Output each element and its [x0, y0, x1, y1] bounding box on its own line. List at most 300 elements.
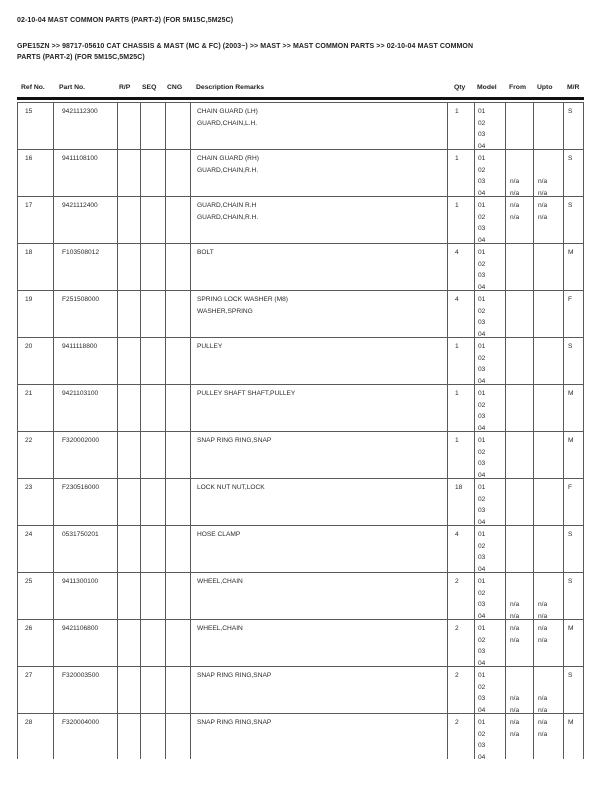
- rp-cell: [118, 197, 141, 243]
- cell-line: [538, 341, 563, 353]
- cell-line: [538, 752, 563, 759]
- description-cell: [191, 150, 448, 196]
- upto-cell: [534, 667, 564, 713]
- upto-cell: [534, 103, 564, 149]
- cell-line: [510, 517, 533, 525]
- cell-line: [538, 517, 563, 525]
- mr-cell: F: [568, 484, 573, 491]
- mr-cell: S: [568, 343, 573, 350]
- seq-cell: [141, 432, 166, 478]
- from-cell: [506, 714, 534, 759]
- qty-cell: 4: [448, 244, 475, 290]
- description-cell: [191, 620, 448, 666]
- qty-cell: 2: [448, 667, 475, 713]
- cell-line: 04: [478, 142, 486, 149]
- cng-cell: [166, 432, 191, 478]
- mr-cell: M: [568, 719, 574, 726]
- cell-line: n/a: [510, 178, 520, 186]
- cell-line: [538, 317, 563, 329]
- cng-cell: [166, 291, 191, 337]
- cell-line: 02: [478, 307, 486, 315]
- cell-line: SNAP RING RING,SNAP: [197, 719, 272, 726]
- from-cell: [506, 150, 534, 196]
- cell-line: 04: [478, 565, 486, 572]
- cell-line: [510, 118, 533, 130]
- cell-line: 01: [478, 531, 486, 538]
- cell-line: [510, 306, 533, 318]
- description-cell: [191, 714, 448, 759]
- cell-line: [510, 259, 533, 271]
- cell-line: 04: [478, 471, 486, 478]
- cell-line: [510, 341, 533, 353]
- qty-cell: 1: [448, 432, 475, 478]
- rp-cell: [118, 714, 141, 759]
- cell-line: [510, 541, 533, 553]
- cell-line: 01: [478, 578, 486, 585]
- cell-line: BOLT: [197, 249, 214, 256]
- parts-table: [17, 83, 584, 759]
- table-row: [18, 291, 583, 338]
- cell-line: n/a: [510, 612, 520, 619]
- description-cell: [191, 526, 448, 572]
- breadcrumb-line-1: GPE15ZN >> 98717-05610 CAT CHASSIS & MAST (MC & FC) (2003~) >> MAST >> MAST COMMON PARTS >> 02-10-04 MAST COMMON: [17, 43, 474, 50]
- cell-line: [510, 658, 533, 666]
- cell-line: 02: [478, 636, 486, 644]
- qty-cell: 1: [448, 197, 475, 243]
- cell-line: 03: [478, 413, 486, 421]
- cell-line: n/a: [538, 601, 548, 609]
- from-cell: [506, 479, 534, 525]
- from-cell: [506, 667, 534, 713]
- cell-line: [510, 165, 533, 177]
- cell-line: [510, 400, 533, 412]
- cell-line: [510, 447, 533, 459]
- cell-line: n/a: [538, 213, 548, 221]
- qty-cell: 1: [448, 338, 475, 384]
- cell-line: [538, 682, 563, 694]
- cng-cell: [166, 526, 191, 572]
- cell-line: n/a: [538, 612, 548, 619]
- cell-line: 03: [478, 460, 486, 468]
- cell-line: [510, 270, 533, 282]
- cng-cell: [166, 197, 191, 243]
- description-cell: [191, 291, 448, 337]
- table-row: [18, 103, 583, 150]
- cell-line: [538, 364, 563, 376]
- cell-line: n/a: [538, 719, 548, 726]
- cell-line: [510, 564, 533, 572]
- cell-line: [538, 740, 563, 752]
- cell-line: [538, 376, 563, 384]
- cell-line: SNAP RING RING,SNAP: [197, 672, 272, 679]
- cell-line: n/a: [538, 636, 548, 644]
- col-header-ref-no: Ref No.: [21, 84, 45, 91]
- description-cell: [191, 244, 448, 290]
- seq-cell: [141, 573, 166, 619]
- cell-line: [510, 529, 533, 541]
- cng-cell: [166, 150, 191, 196]
- table-row: [18, 197, 583, 244]
- cell-line: 02: [478, 730, 486, 738]
- cell-line: [510, 106, 533, 118]
- upto-cell: [534, 432, 564, 478]
- cell-line: 03: [478, 648, 486, 656]
- part-no-cell: 9411108100: [54, 150, 118, 196]
- cell-line: 04: [478, 659, 486, 666]
- table-row: [18, 667, 583, 714]
- cell-line: [510, 294, 533, 306]
- cell-line: [510, 482, 533, 494]
- upto-cell: [534, 620, 564, 666]
- cell-line: 04: [478, 612, 486, 619]
- cell-line: [510, 388, 533, 400]
- cell-line: [510, 435, 533, 447]
- cell-line: 01: [478, 343, 486, 350]
- model-cell: [475, 432, 506, 478]
- mr-cell: S: [568, 672, 573, 679]
- cell-line: [510, 752, 533, 759]
- cell-line: n/a: [538, 178, 548, 186]
- qty-cell: 1: [448, 150, 475, 196]
- cell-line: WASHER,SPRING: [197, 307, 253, 315]
- cell-line: PULLEY SHAFT SHAFT,PULLEY: [197, 390, 296, 397]
- cell-line: 03: [478, 178, 486, 186]
- cell-line: [510, 458, 533, 470]
- part-no-cell: F251508000: [54, 291, 118, 337]
- cell-line: [538, 388, 563, 400]
- col-header-part-no: Part No.: [59, 84, 86, 91]
- mr-cell: M: [568, 390, 574, 397]
- ref-no-cell: 27: [18, 667, 54, 713]
- cell-line: HOSE CLAMP: [197, 531, 241, 538]
- qty-cell: 2: [448, 714, 475, 759]
- cell-line: [510, 423, 533, 431]
- cell-line: [538, 541, 563, 553]
- cell-line: n/a: [538, 695, 548, 703]
- col-header-cng: CNG: [167, 84, 183, 91]
- cell-line: [510, 576, 533, 588]
- cell-line: 04: [478, 330, 486, 337]
- cell-line: [510, 329, 533, 337]
- cell-line: n/a: [510, 695, 520, 703]
- cell-line: [538, 552, 563, 564]
- from-cell: [506, 103, 534, 149]
- qty-cell: 4: [448, 291, 475, 337]
- cell-line: [538, 470, 563, 478]
- upto-cell: [534, 338, 564, 384]
- seq-cell: [141, 526, 166, 572]
- cell-line: [510, 588, 533, 600]
- col-header-upto: Upto: [537, 84, 553, 91]
- cell-line: 03: [478, 272, 486, 280]
- cell-line: [510, 740, 533, 752]
- cell-line: SPRING LOCK WASHER (M8): [197, 296, 288, 303]
- cell-line: [538, 259, 563, 271]
- table-body: [17, 102, 584, 759]
- cell-line: [538, 411, 563, 423]
- cng-cell: [166, 620, 191, 666]
- cell-line: n/a: [510, 213, 520, 221]
- cell-line: [538, 118, 563, 130]
- cell-line: n/a: [538, 189, 548, 196]
- from-cell: [506, 291, 534, 337]
- part-no-cell: 9411118800: [54, 338, 118, 384]
- cng-cell: [166, 714, 191, 759]
- cell-line: 01: [478, 155, 486, 162]
- model-cell: [475, 338, 506, 384]
- mr-cell: M: [568, 437, 574, 444]
- cng-cell: [166, 385, 191, 431]
- seq-cell: [141, 667, 166, 713]
- cell-line: 04: [478, 236, 486, 243]
- model-cell: [475, 714, 506, 759]
- cell-line: [510, 364, 533, 376]
- model-cell: [475, 244, 506, 290]
- cell-line: [538, 129, 563, 141]
- model-cell: [475, 291, 506, 337]
- upto-cell: [534, 197, 564, 243]
- cell-line: 04: [478, 424, 486, 431]
- qty-cell: 4: [448, 526, 475, 572]
- ref-no-cell: 19: [18, 291, 54, 337]
- qty-cell: 1: [448, 385, 475, 431]
- cng-cell: [166, 244, 191, 290]
- cell-line: [538, 564, 563, 572]
- cell-line: 01: [478, 296, 486, 303]
- cell-line: [538, 247, 563, 259]
- table-row: [18, 244, 583, 291]
- seq-cell: [141, 291, 166, 337]
- cell-line: 02: [478, 542, 486, 550]
- qty-cell: 2: [448, 573, 475, 619]
- rp-cell: [118, 338, 141, 384]
- table-header-row: [17, 83, 584, 100]
- description-cell: [191, 385, 448, 431]
- rp-cell: [118, 291, 141, 337]
- model-cell: [475, 620, 506, 666]
- mr-cell: S: [568, 578, 573, 585]
- cell-line: [538, 400, 563, 412]
- cell-line: [538, 658, 563, 666]
- ref-no-cell: 18: [18, 244, 54, 290]
- rp-cell: [118, 244, 141, 290]
- col-header-rp: R/P: [119, 84, 131, 91]
- rp-cell: [118, 573, 141, 619]
- cell-line: [538, 329, 563, 337]
- cell-line: [510, 494, 533, 506]
- cell-line: GUARD,CHAIN R.H: [197, 202, 257, 209]
- cell-line: 02: [478, 495, 486, 503]
- breadcrumb: [17, 41, 597, 63]
- cell-line: 02: [478, 683, 486, 691]
- cell-line: [538, 141, 563, 149]
- seq-cell: [141, 103, 166, 149]
- part-no-cell: F320002000: [54, 432, 118, 478]
- cell-line: 03: [478, 131, 486, 139]
- seq-cell: [141, 714, 166, 759]
- cell-line: 04: [478, 753, 486, 759]
- cell-line: [538, 282, 563, 290]
- col-header-description: Description Remarks: [196, 84, 264, 91]
- ref-no-cell: 24: [18, 526, 54, 572]
- from-cell: [506, 385, 534, 431]
- cell-line: [538, 435, 563, 447]
- qty-cell: 1: [448, 103, 475, 149]
- seq-cell: [141, 244, 166, 290]
- cell-line: [510, 682, 533, 694]
- cell-line: [510, 223, 533, 235]
- table-row: [18, 620, 583, 667]
- model-cell: [475, 667, 506, 713]
- cell-line: [538, 294, 563, 306]
- mr-cell: S: [568, 155, 573, 162]
- col-header-qty: Qty: [454, 84, 466, 91]
- seq-cell: [141, 338, 166, 384]
- part-no-cell: F320003500: [54, 667, 118, 713]
- rp-cell: [118, 667, 141, 713]
- upto-cell: [534, 526, 564, 572]
- cell-line: 02: [478, 401, 486, 409]
- col-header-seq: SEQ: [142, 84, 157, 91]
- cell-line: 04: [478, 189, 486, 196]
- table-row: [18, 714, 583, 759]
- table-row: [18, 385, 583, 432]
- part-no-cell: F320004000: [54, 714, 118, 759]
- cell-line: 02: [478, 448, 486, 456]
- ref-no-cell: 28: [18, 714, 54, 759]
- cell-line: [510, 129, 533, 141]
- cell-line: [510, 670, 533, 682]
- cell-line: 01: [478, 390, 486, 397]
- table-row: [18, 479, 583, 526]
- mr-cell: S: [568, 531, 573, 538]
- cell-line: n/a: [510, 625, 520, 632]
- mr-cell: F: [568, 296, 573, 303]
- cell-line: [510, 376, 533, 384]
- cell-line: [538, 235, 563, 243]
- seq-cell: [141, 197, 166, 243]
- cell-line: [510, 470, 533, 478]
- cell-line: [510, 411, 533, 423]
- col-header-from: From: [509, 84, 526, 91]
- cell-line: n/a: [510, 719, 520, 726]
- cell-line: [538, 153, 563, 165]
- part-no-cell: F103508012: [54, 244, 118, 290]
- cell-line: 03: [478, 319, 486, 327]
- cng-cell: [166, 573, 191, 619]
- cell-line: 01: [478, 719, 486, 726]
- upto-cell: [534, 479, 564, 525]
- cell-line: 02: [478, 354, 486, 362]
- col-header-model: Model: [477, 84, 497, 91]
- model-cell: [475, 197, 506, 243]
- cell-line: n/a: [510, 202, 520, 209]
- cell-line: [510, 317, 533, 329]
- mr-cell: M: [568, 625, 574, 632]
- cng-cell: [166, 667, 191, 713]
- cell-line: [510, 282, 533, 290]
- model-cell: [475, 103, 506, 149]
- from-cell: [506, 620, 534, 666]
- part-no-cell: 9421103100: [54, 385, 118, 431]
- upto-cell: [534, 573, 564, 619]
- cell-line: 03: [478, 601, 486, 609]
- description-cell: [191, 667, 448, 713]
- cell-line: [538, 482, 563, 494]
- description-cell: [191, 573, 448, 619]
- upto-cell: [534, 714, 564, 759]
- cell-line: GUARD,CHAIN,R.H.: [197, 166, 259, 174]
- cell-line: [538, 306, 563, 318]
- cell-line: n/a: [538, 625, 548, 632]
- cell-line: WHEEL,CHAIN: [197, 578, 243, 585]
- seq-cell: [141, 479, 166, 525]
- from-cell: [506, 338, 534, 384]
- from-cell: [506, 526, 534, 572]
- cell-line: 01: [478, 625, 486, 632]
- model-cell: [475, 526, 506, 572]
- cell-line: [538, 353, 563, 365]
- mr-cell: S: [568, 202, 573, 209]
- cng-cell: [166, 103, 191, 149]
- cell-line: n/a: [510, 601, 520, 609]
- cell-line: GUARD,CHAIN,R.H.: [197, 213, 259, 221]
- part-no-cell: 9421112300: [54, 103, 118, 149]
- cell-line: [538, 106, 563, 118]
- model-cell: [475, 385, 506, 431]
- cell-line: [538, 494, 563, 506]
- ref-no-cell: 16: [18, 150, 54, 196]
- cell-line: n/a: [510, 636, 520, 644]
- breadcrumb-line-2: PARTS (PART-2) (FOR 5M15C,5M25C): [17, 54, 145, 61]
- cell-line: [510, 153, 533, 165]
- page-title: 02-10-04 MAST COMMON PARTS (PART-2) (FOR 5M15C,5M25C): [17, 17, 234, 24]
- cell-line: 01: [478, 484, 486, 491]
- cell-line: [538, 458, 563, 470]
- description-cell: [191, 197, 448, 243]
- cell-line: [538, 447, 563, 459]
- cell-line: [538, 529, 563, 541]
- cell-line: 03: [478, 366, 486, 374]
- cell-line: 01: [478, 108, 486, 115]
- cell-line: CHAIN GUARD (LH): [197, 108, 258, 115]
- cell-line: [510, 235, 533, 243]
- cell-line: n/a: [510, 730, 520, 738]
- cell-line: [510, 247, 533, 259]
- cell-line: SNAP RING RING,SNAP: [197, 437, 272, 444]
- description-cell: [191, 432, 448, 478]
- table-row: [18, 338, 583, 385]
- ref-no-cell: 26: [18, 620, 54, 666]
- ref-no-cell: 20: [18, 338, 54, 384]
- cell-line: n/a: [510, 189, 520, 196]
- model-cell: [475, 573, 506, 619]
- part-no-cell: 9421106800: [54, 620, 118, 666]
- upto-cell: [534, 385, 564, 431]
- cell-line: n/a: [538, 730, 548, 738]
- cell-line: [510, 552, 533, 564]
- cell-line: [510, 353, 533, 365]
- cell-line: 04: [478, 518, 486, 525]
- model-cell: [475, 479, 506, 525]
- cell-line: 03: [478, 695, 486, 703]
- cell-line: [538, 505, 563, 517]
- cell-line: 04: [478, 706, 486, 713]
- part-no-cell: 0531750201: [54, 526, 118, 572]
- part-no-cell: 9421112400: [54, 197, 118, 243]
- cell-line: [538, 646, 563, 658]
- cell-line: 01: [478, 202, 486, 209]
